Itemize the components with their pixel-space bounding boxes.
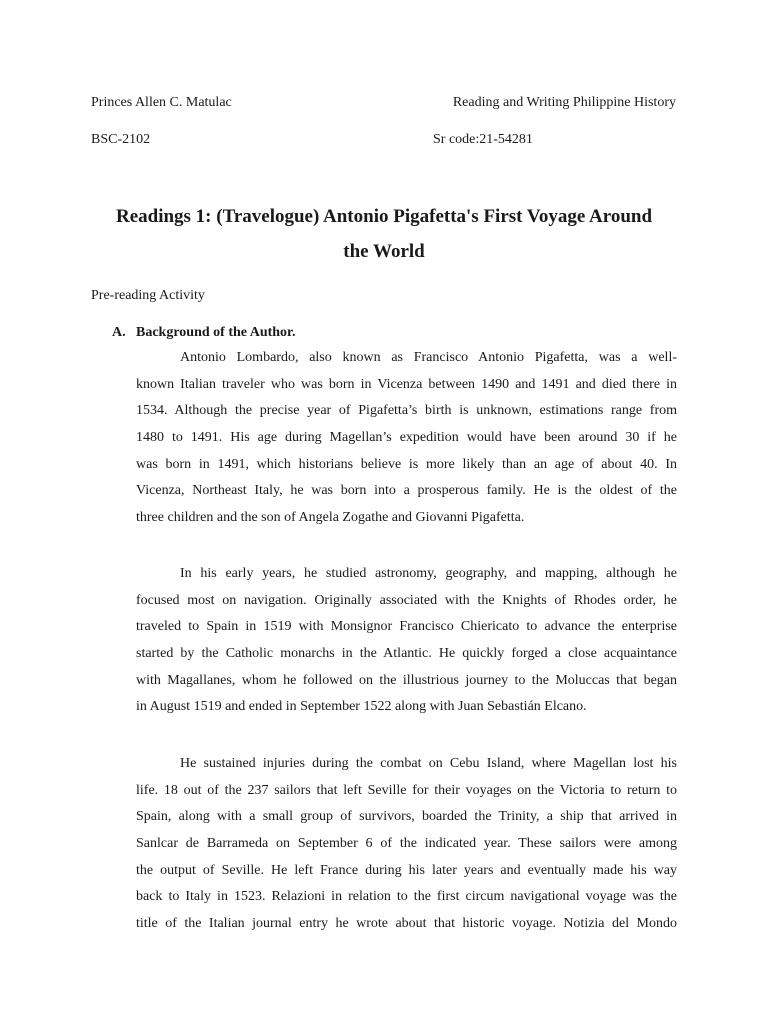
activity-label: Pre-reading Activity: [91, 288, 205, 303]
section-code: BSC-2102: [91, 132, 151, 147]
paragraph-3: [136, 751, 677, 938]
section-a-marker: A.: [112, 325, 126, 340]
paragraph-line: in August 1519 and ended in September 1522 along with Juan Sebastián Elcano.: [136, 699, 587, 715]
paragraph-line: 1534. Although the precise year of Pigafetta’s birth is unknown, estimations range from: [136, 403, 677, 419]
paragraph-1: [136, 345, 677, 532]
paragraph-line: the output of Seville. He left France during his later years and eventually made his way: [136, 862, 677, 878]
paragraph-line: traveled to Spain in 1519 with Monsignor Francisco Chiericato to advance the enterprise: [136, 619, 677, 635]
paragraph-line: 1480 to 1491. His age during Magellan’s expedition would have been around 30 if he: [136, 430, 677, 446]
course-title: Reading and Writing Philippine History: [452, 95, 676, 110]
sr-code: Sr code:21-54281: [433, 132, 533, 147]
paragraph-line: Antonio Lombardo, also known as Francisco Antonio Pigafetta, was a well-: [180, 350, 677, 365]
paragraph-line: title of the Italian journal entry he wrote about that historic voyage. Notizia del Mondo: [136, 916, 677, 932]
paragraph-line: Vicenza, Northeast Italy, he was born into a prosperous family. He is the oldest of the: [136, 483, 677, 499]
paragraph-line: focused most on navigation. Originally associated with the Knights of Rhodes order, he: [136, 592, 677, 608]
paragraph-line: Sanlcar de Barrameda on September 6 of the indicated year. These sailors were among: [136, 836, 677, 852]
paragraph-line: In his early years, he studied astronomy, geography, and mapping, although he: [180, 566, 677, 581]
paragraph-line: back to Italy in 1523. Relazioni in relation to the first circum navigational voyage was the: [136, 889, 677, 905]
document-title-line-2: the World: [343, 241, 425, 262]
paragraph-line: He sustained injuries during the combat on Cebu Island, where Magellan lost his: [180, 756, 677, 771]
paragraph-line: life. 18 out of the 237 sailors that left Seville for their voyages on the Victoria to return to: [136, 782, 677, 798]
paragraph-line: was born in 1491, which historians believe is more likely than an age of about 40. In: [136, 456, 677, 472]
paragraph-2: [136, 561, 677, 721]
section-a-heading: [112, 324, 295, 342]
paragraph-line: Spain, along with a small group of survivors, boarded the Trinity, a ship that arrived in: [136, 809, 677, 825]
paragraph-line: with Magallanes, whom he followed on the illustrious journey to the Moluccas that began: [136, 672, 677, 688]
student-name: Princes Allen C. Matulac: [91, 95, 232, 110]
paragraph-line: known Italian traveler who was born in Vicenza between 1490 and 1491 and died there in: [136, 376, 677, 392]
paragraph-line: started by the Catholic monarchs in the Atlantic. He quickly forged a close acquaintance: [136, 646, 677, 662]
document-title-line-1: Readings 1: (Travelogue) Antonio Pigafetta's First Voyage Around: [115, 206, 653, 227]
section-a-title: Background of the Author.: [136, 325, 296, 340]
paragraph-line: three children and the son of Angela Zogathe and Giovanni Pigafetta.: [136, 510, 525, 526]
